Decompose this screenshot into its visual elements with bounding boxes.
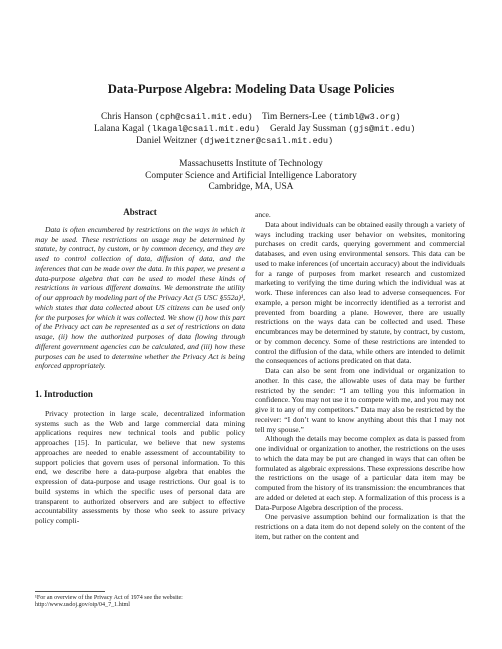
author-name: Tim Berners-Lee [262,112,326,122]
body-paragraph: Data can also be sent from one individual or organization to another. In this case, the allowable uses of data may be further restricted by the sender: “I am telling you this information in confidence. You may not use it to compete with me, and you may not give it to any of my competitors.” Data may also be restricted by the receiver: “I don’t want to know anything about this that I may not tell my spouse.” [255,366,465,434]
right-column [255,210,465,542]
intro-paragraph: Privacy protection in large scale, decentralized information systems such as the Web and large commercial data mining applications requires new technical tools and public policy approaches [15]. In particular, we believe that new systems approaches are needed to enable assessment of accountability to support policies that govern uses of personal information. To this end, we describe here a data-purpose algebra that enables the expression of data-purpose and usage restrictions. Our goal is to build systems in which the specific uses of personal data are transparent to authorized observers and are subject to effective accountability assessments by those who seek to assure privacy policy compli- [35,408,245,525]
footnote-divider [35,591,105,592]
author-1 [101,112,253,124]
author-5 [136,136,333,148]
author-email: (lkagal@csail.mit.edu) [146,124,261,134]
body-paragraph: One pervasive assumption behind our formalization is that the restrictions on a data item do not depend solely on the content of the item, but rather on the content and [255,512,465,541]
body-paragraph: Data about individuals can be obtained easily through a variety of ways including tracking user behavior on websites, monitoring purchases on credit cards, querying government and commercial databases, and even using environmental sensors. This data can be used to make inferences (of uncertain accuracy) about the individuals for a range of purposes from market research and customized marketing to verifying the time during which the individual was at work. These inferences can also lead to adverse consequences. For example, a person might be incorrectly identified as a terrorist and prevented from boarding a plane. However, there are usually restrictions on the ways data can be collected and used. These encumbrances may be determined by statute, by contract, by custom, or by common decency. Some of these restrictions are intended to control the diffusion of the data, while others are intended to delimit the consequences of actions predicated on that data. [255,219,465,366]
author-name: Lalana Kagal [94,124,145,134]
author-name: Daniel Weitzner [136,136,197,146]
affiliation-lab: Computer Science and Artificial Intelligence Laboratory [145,170,357,181]
author-4 [270,124,415,136]
author-name: Gerald Jay Sussman [270,124,347,134]
affiliation-location: Cambridge, MA, USA [208,182,294,192]
abstract-heading: Abstract [123,207,157,217]
author-2 [262,112,401,124]
author-email: (cph@csail.mit.edu) [154,112,253,122]
section-heading-introduction: 1. Introduction [35,389,93,399]
left-column [35,208,245,526]
author-email: (gjs@mit.edu) [348,124,416,134]
author-name: Chris Hanson [101,112,153,122]
author-email: (djweitzner@csail.mit.edu) [199,136,334,146]
abstract-text: Data is often encumbered by restrictions on the ways in which it may be used. These restrictions on usage may be determined by statute, by contract, by custom, or by common decency, and they are used to control collection of data, diffusion of data, and the inferences that can be made over the data. In this paper, we present a data-purpose algebra that can be used to model these kinds of restrictions in various different domains. We demonstrate the utility of our approach by modeling part of the Privacy Act (5 USC §552a)¹, which states that data collected about US citizens can be used only for the purposes for which it was collected. We show (i) how this part of the Privacy act can be represented as a set of restrictions on data usage, (ii) how the authorized purposes of data flowing through different government agencies can be calculated, and (iii) how these purposes can be used to determine whether the Privacy Act is being enforced appropriately. [35,224,245,371]
affiliation [0,159,502,194]
continued-text: ance. [255,210,271,219]
author-email: (timbl@w3.org) [328,112,401,122]
paper-title: Data-Purpose Algebra: Modeling Data Usage Policies [107,82,395,96]
footnote: ¹For an overview of the Privacy Act of 1974 see the website: http://www.usdoj.gov/oip/04_7_1.html [35,595,183,609]
affiliation-institute: Massachusetts Institute of Technology [179,159,323,169]
body-paragraph: Although the details may become complex as data is passed from one individual or organization to another, the restrictions on the uses to which the data may be put are changed in ways that can often be formulated as algebraic expressions. These expressions describe how the restrictions on the usage of a particular data item may be computed from the history of its transmission: the encumbrances that are added or deleted at each step. A formalization of this process is a Data-Purpose Algebra description of the process. [255,434,465,512]
author-3 [94,124,260,136]
